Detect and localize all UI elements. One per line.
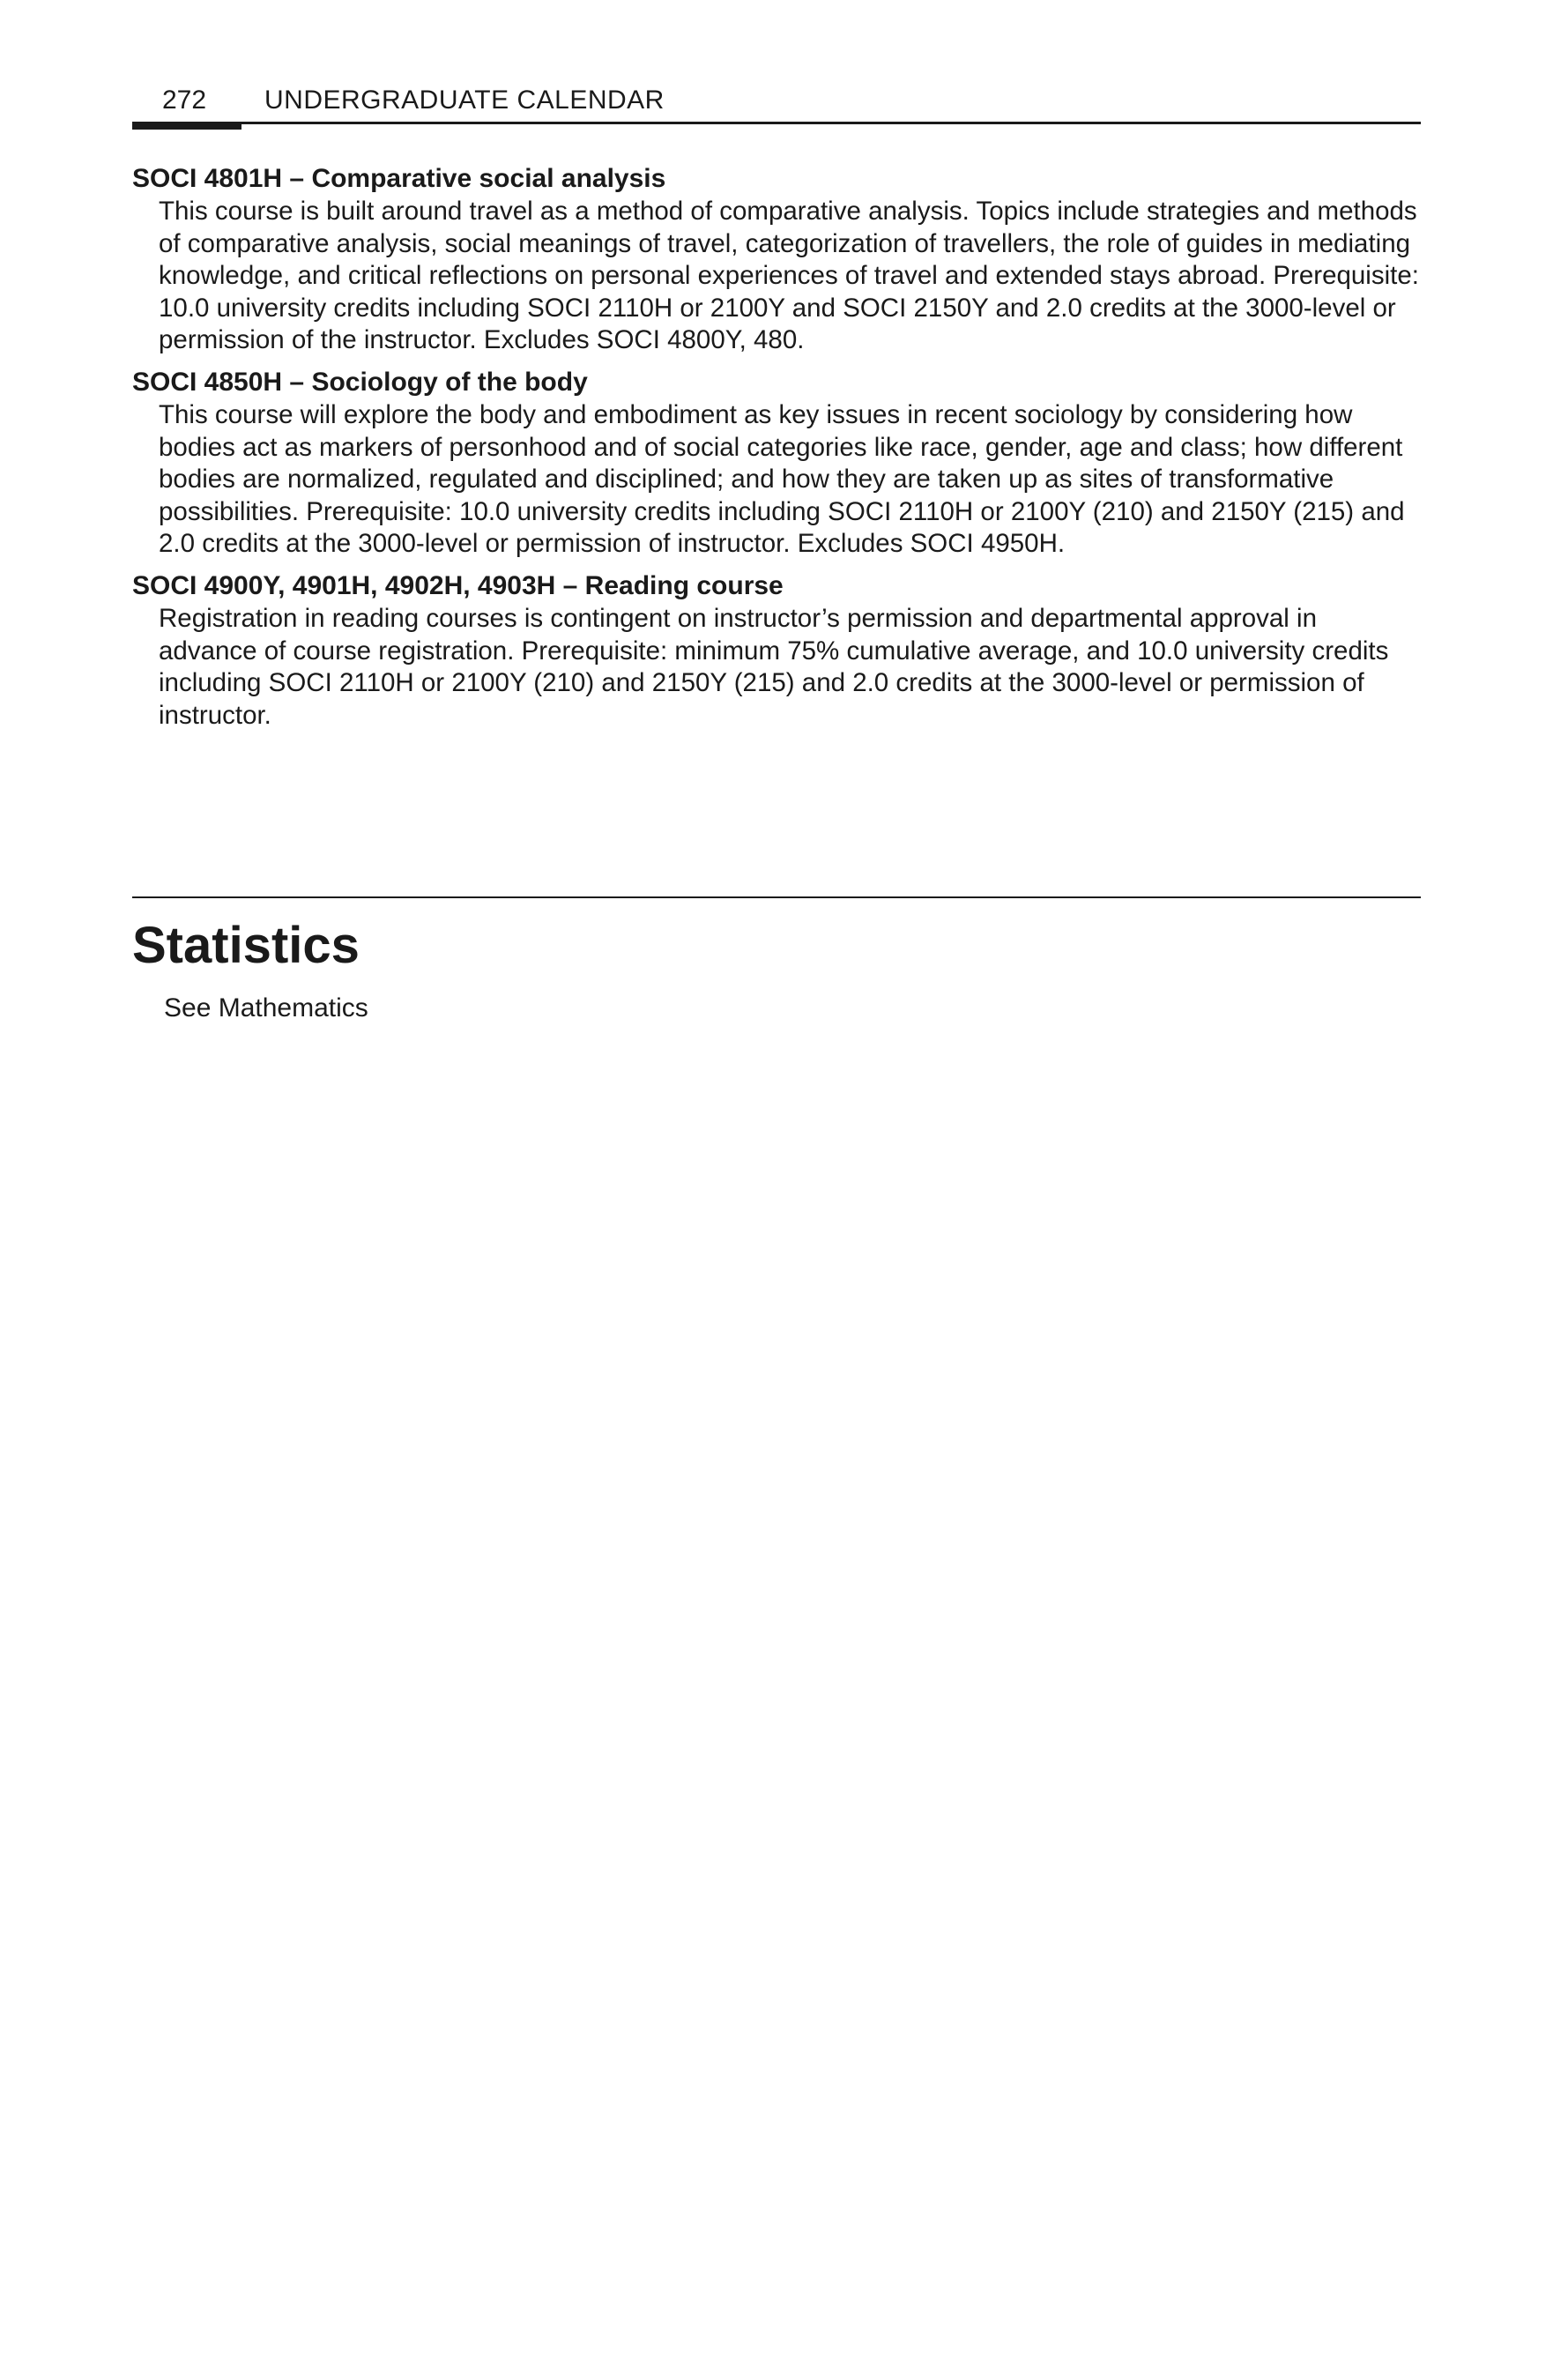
- header-tab-marker: [132, 122, 241, 130]
- course-list: [132, 162, 1421, 740]
- course-title: SOCI 4850H – Sociology of the body: [132, 367, 588, 397]
- course-entry: [132, 162, 1421, 357]
- section-cross-reference: See Mathematics: [164, 993, 368, 1023]
- course-description: This course is built around travel as a method of comparative analysis. Topics include strategies and methods of comparative analysis, social meanings of travel, categorization of travellers, the role of guides in mediating knowledge, and critical reflections on personal experiences of travel and extended stays abroad. Prerequisite: 10.0 university credits including SOCI 2110H or 2100Y and SOCI 2150Y and 2.0 credits at the 3000-level or permission of the instructor. Excludes SOCI 4800Y, 480.: [159, 197, 1419, 355]
- course-entry: [132, 366, 1421, 561]
- course-title: SOCI 4900Y, 4901H, 4902H, 4903H – Reading course: [132, 570, 784, 600]
- page-number: 272: [162, 86, 207, 115]
- section-title: Statistics: [132, 917, 360, 974]
- section-divider: [132, 896, 1421, 898]
- course-description: Registration in reading courses is contingent on instructor’s permission and departmental approval in advance of course registration. Prerequisite: minimum 75% cumulative average, and 10.0 university credits including SOCI 2110H or 2100Y (210) and 2150Y (215) and 2.0 credits at the 3000-level or permission of instructor.: [159, 603, 1389, 730]
- course-entry: [132, 569, 1421, 732]
- course-description: This course will explore the body and embodiment as key issues in recent sociology by considering how bodies act as markers of personhood and of social categories like race, gender, age and class; how different bodies are normalized, regulated and disciplined; and how they are taken up as sites of transformative possibilities. Prerequisite: 10.0 university credits including SOCI 2110H or 2100Y (210) and 2150Y (215) and 2.0 credits at the 3000-level or permission of instructor. Excludes SOCI 4950H.: [159, 399, 1405, 559]
- header-rule: [132, 122, 1421, 124]
- header-title: UNDERGRADUATE CALENDAR: [264, 86, 665, 115]
- course-title: SOCI 4801H – Comparative social analysis: [132, 164, 666, 193]
- running-header: [132, 83, 1421, 134]
